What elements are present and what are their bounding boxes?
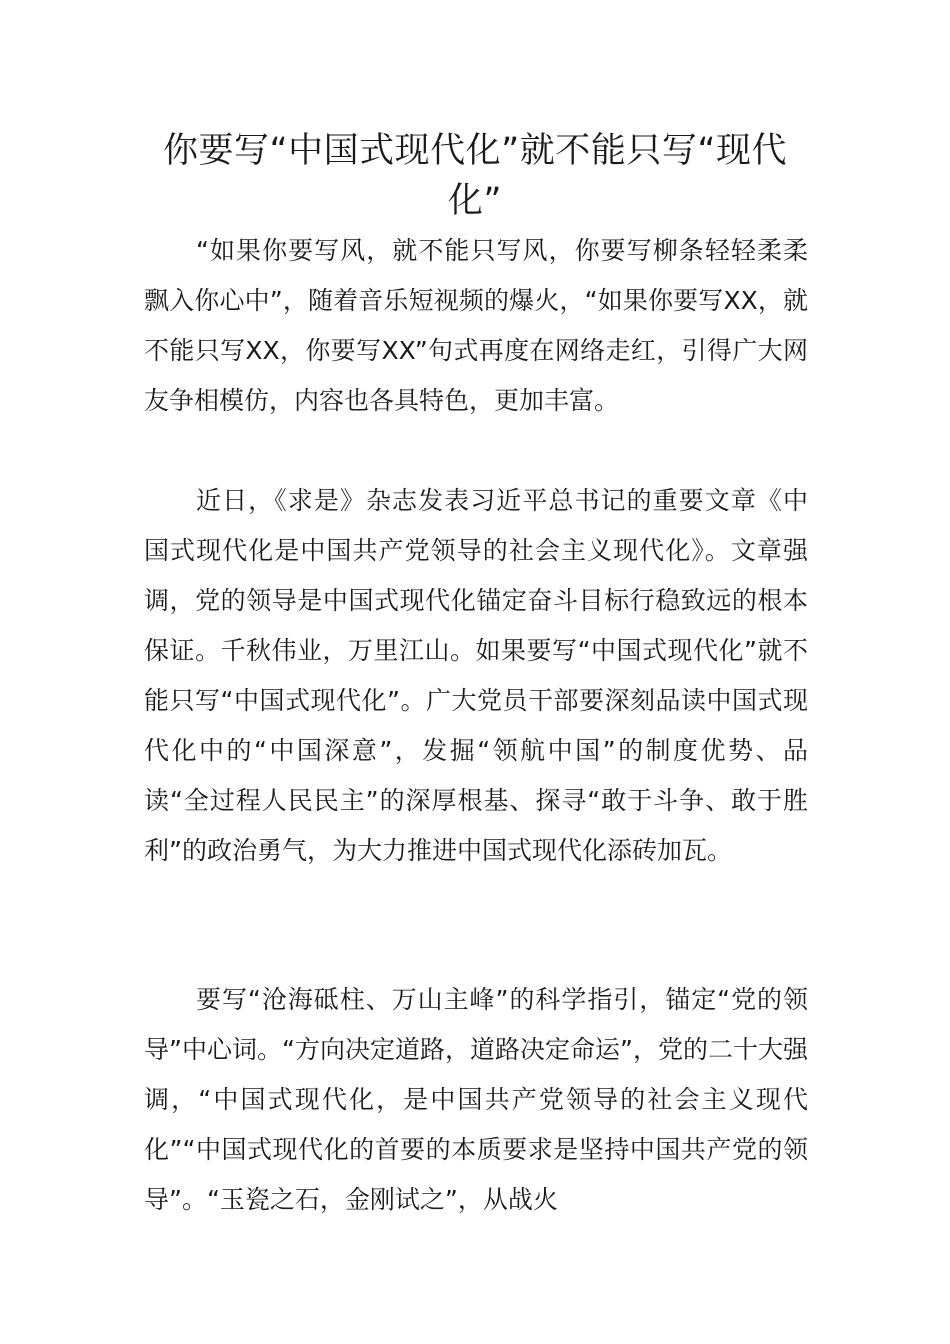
paragraph-1: “如果你要写风，就不能只写风，你要写柳条轻轻柔柔飘入你心中”，随着音乐短视频的爆火，“如果你要写XX，就不能只写XX，你要写XX”句式再度在网络走红，引得广大网友争相模仿，内容也各具特色，更加丰富。 — [144, 236, 808, 415]
paragraph-3: 要写“沧海砥柱、万山主峰”的科学指引，锚定“党的领导”中心词。“方向决定道路，道路决定命运”，党的二十大强调，“中国式现代化，是中国共产党领导的社会主义现代化”“中国式现代化的首要的本质要求是坚持中国共产党的领导”。“玉瓷之石，金刚试之”，从战火 — [144, 985, 808, 1214]
paragraph-2: 近日，《求是》杂志发表习近平总书记的重要文章《中国式现代化是中国共产党领导的社会主义现代化》。文章强调，党的领导是中国式现代化锚定奋斗目标行稳致远的根本保证。千秋伟业，万里江山。如果要写“中国式现代化”就不能只写“中国式现代化”。广大党员干部要深刻品读中国式现代化中的“中国深意”，发掘“领航中国”的制度优势、品读“全过程人民民主”的深厚根基、探寻“敢于斗争、敢于胜利”的政治勇气，为大力推进中国式现代化添砖加瓦。 — [144, 486, 808, 865]
document-title: 你要写“中国式现代化”就不能只写“现代化” — [163, 131, 787, 221]
